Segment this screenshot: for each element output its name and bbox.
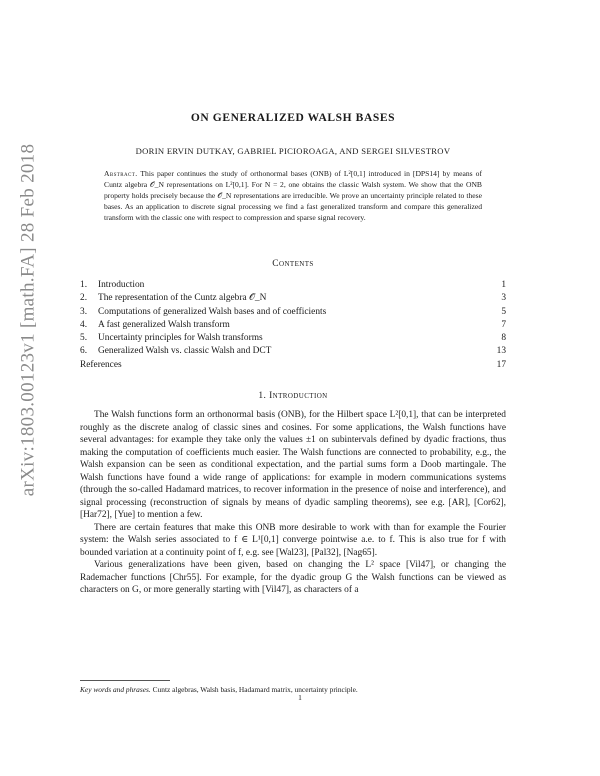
toc-row[interactable] — [80, 306, 506, 319]
toc-title: Generalized Walsh vs. classic Walsh and DCT — [98, 346, 272, 357]
footnote-text: Cuntz algebras, Walsh basis, Hadamard matrix, uncertainty principle. — [152, 685, 358, 694]
toc-page: 1 — [501, 280, 506, 290]
paper-page — [80, 112, 506, 597]
page-number: 1 — [298, 693, 302, 702]
paragraph: There are certain features that make this ONB more desirable to work with than for example the Fourier system: the Walsh series associated to f ∈ L¹[0,1] converge pointwise a.e. to f. This is also true for f with bounded variation at a continuity point of f, e.g. see [Wal23], [Pal32], [Nag65]. — [80, 522, 506, 558]
section-body — [80, 409, 506, 597]
toc-number: 6. — [80, 346, 88, 357]
abstract-text: This paper continues the study of orthonormal bases (ONB) of L²[0,1] introduced in [DPS14] by means of Cuntz algebra 𝒪_N representations on L²[0,1]. For N = 2, one obtains the classic Walsh system. We show that the ONB property holds precisely because the 𝒪_N representations are irreducible. We prove an uncertainty principle related to these bases. As an application to discrete signal processing we find a fast generalized transform and compare this generalized transform with the classic one with respect to compression and sparse signal recovery. — [104, 169, 482, 222]
toc-page: 3 — [501, 293, 506, 304]
arxiv-stamp-text: arXiv:1803.00123v1 [math.FA] 28 Feb 2018 — [17, 143, 38, 497]
toc-title: Uncertainty principles for Walsh transforms — [98, 333, 263, 344]
toc-page: 13 — [496, 346, 506, 357]
toc-row[interactable] — [80, 332, 506, 345]
toc-number: 4. — [80, 319, 88, 330]
toc-title: Introduction — [98, 280, 145, 290]
toc-row[interactable] — [80, 359, 506, 372]
toc-page: 8 — [501, 333, 506, 344]
paper-title: ON GENERALIZED WALSH BASES — [190, 112, 396, 124]
toc-page: 17 — [496, 359, 506, 370]
footnote-label: Key words and phrases. — [80, 685, 151, 694]
toc-number: 5. — [80, 333, 88, 344]
toc-page: 5 — [501, 306, 506, 317]
footnote-rule — [80, 680, 170, 681]
table-of-contents — [80, 279, 506, 372]
toc-number: 3. — [80, 306, 88, 317]
toc-page: 7 — [501, 319, 506, 330]
paragraph: Various generalizations have been given, based on changing the L² space [Vil47], or changing the Rademacher functions [Chr55]. For example, for the dyadic group G the Walsh functions can be viewed as characters on G, or more generally starting with [Vil47], as characters of a — [80, 560, 506, 596]
toc-number: 1. — [80, 280, 88, 290]
paper-authors: DORIN ERVIN DUTKAY, GABRIEL PICIOROAGA, AND SERGEI SILVESTROV — [135, 146, 451, 156]
toc-row[interactable] — [80, 319, 506, 332]
paragraph: The Walsh functions form an orthonormal basis (ONB), for the Hilbert space L²[0,1], that can be interpreted roughly as the discrete analog of classic sines and cosines. For some applications, the Walsh functions have several advantages: for example they take only the values ±1 on subintervals defined by dyadic fractions, thus making the computation of coefficients much easier. The Walsh functions are connected to probability, e.g., the Walsh expansion can be seen as conditional expectation, and the partial sums form a Doob martingale. The Walsh functions have found a wide range of applications: for example in modern communications systems (through the so-called Hadamard matrices, to recover information in the presence of noise and interference), and signal processing (reconstruction of signals by means of dyadic sampling theorems), see e.g. [AR], [Cor62], [Har72], [Yue] to mention a few. — [80, 410, 506, 521]
arxiv-identifier-stamp — [8, 40, 48, 600]
toc-title: A fast generalized Walsh transform — [98, 319, 230, 330]
toc-title: Computations of generalized Walsh bases and of coefficients — [98, 306, 327, 317]
abstract — [104, 168, 482, 223]
toc-title: References — [80, 359, 122, 370]
toc-number: 2. — [80, 293, 88, 304]
toc-row[interactable] — [80, 345, 506, 358]
toc-title: The representation of the Cuntz algebra 𝒪_N — [98, 293, 267, 304]
toc-row[interactable] — [80, 279, 506, 292]
abstract-label: Abstract. — [104, 169, 138, 178]
contents-heading: Contents — [272, 259, 314, 269]
section-heading: 1. Introduction — [258, 391, 328, 402]
toc-row[interactable] — [80, 292, 506, 305]
footnote — [80, 680, 506, 694]
